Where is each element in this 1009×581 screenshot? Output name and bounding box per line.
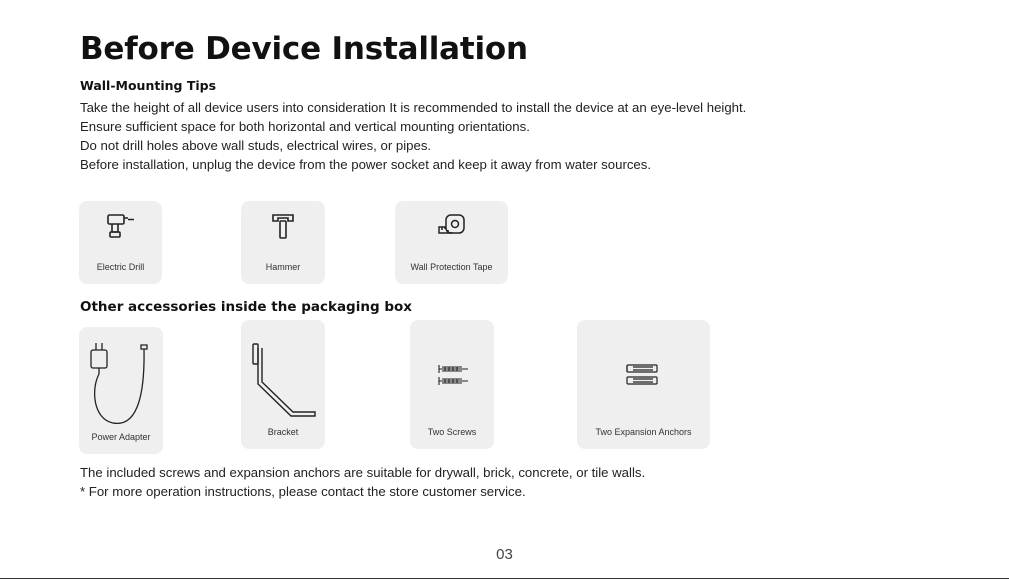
power-adapter-icon (89, 339, 153, 431)
tape-measure-icon (437, 213, 467, 239)
accessory-card-two-expansion-anchors (577, 320, 710, 449)
accessory-label: Power Adapter (91, 432, 151, 442)
tool-card-electric-drill (79, 201, 162, 284)
page-number: 03 (496, 546, 513, 563)
expansion-anchors-icon (625, 363, 661, 387)
installation-notes (80, 463, 645, 501)
tip-line: Do not drill holes above wall studs, electrical wires, or pipes. (80, 138, 432, 153)
accessories-heading: Other accessories inside the packaging box (80, 299, 412, 315)
accessory-label: Two Screws (427, 427, 477, 437)
tip-line: Take the height of all device users into consideration It is recommended to install the device at an eye-level height. (80, 100, 747, 115)
bracket-icon (247, 342, 317, 422)
tool-label: Wall Protection Tape (410, 262, 493, 272)
wall-mounting-tips (80, 98, 746, 174)
screws-icon (436, 364, 470, 386)
accessory-card-bracket (241, 320, 325, 449)
tool-card-wall-protection-tape (395, 201, 508, 284)
accessory-card-two-screws (410, 320, 494, 449)
tip-line: Before installation, unplug the device from the power socket and keep it away from water sources. (80, 157, 652, 172)
drill-icon (106, 212, 136, 240)
suitability-note: The included screws and expansion anchors are suitable for drywall, brick, concrete, or tile walls. (80, 465, 646, 480)
page-title: Before Device Installation (80, 31, 528, 67)
wall-mounting-heading: Wall-Mounting Tips (80, 78, 217, 93)
accessory-card-power-adapter (79, 327, 163, 454)
tip-line: Ensure sufficient space for both horizontal and vertical mounting orientations. (80, 119, 530, 134)
tool-label: Electric Drill (96, 262, 145, 272)
accessory-label: Bracket (267, 427, 299, 437)
support-note: * For more operation instructions, please contact the store customer service. (80, 484, 526, 499)
footer-rule (0, 578, 1009, 579)
tool-card-hammer (241, 201, 325, 284)
accessory-label: Two Expansion Anchors (595, 427, 692, 437)
hammer-icon (271, 212, 295, 240)
tool-label: Hammer (265, 262, 301, 272)
